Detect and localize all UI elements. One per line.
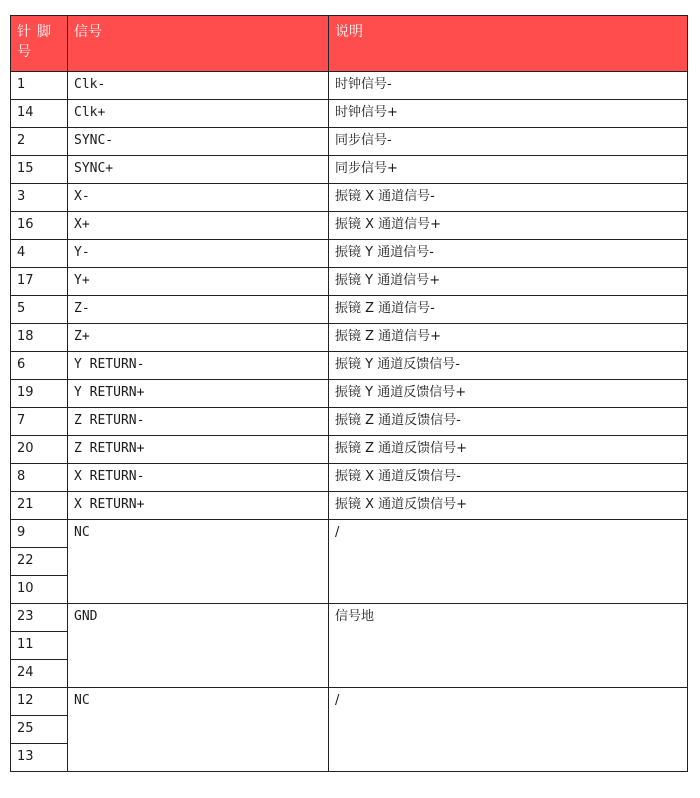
header-description: 说明 bbox=[329, 16, 688, 72]
description-cell: 振镜 X 通道反馈信号- bbox=[329, 464, 688, 492]
table-row bbox=[11, 184, 688, 212]
pin-cell: 15 bbox=[11, 156, 68, 184]
description-cell: 同步信号- bbox=[329, 128, 688, 156]
table-row bbox=[11, 72, 688, 100]
description-cell: / bbox=[329, 688, 688, 772]
signal-cell: Y RETURN- bbox=[68, 352, 329, 380]
pin-cell: 13 bbox=[11, 744, 68, 772]
pin-cell: 24 bbox=[11, 660, 68, 688]
table-row-group-start bbox=[11, 604, 688, 632]
description-cell: 振镜 Y 通道信号+ bbox=[329, 268, 688, 296]
pin-cell: 19 bbox=[11, 380, 68, 408]
signal-cell: GND bbox=[68, 604, 329, 688]
pin-cell: 10 bbox=[11, 576, 68, 604]
signal-cell: SYNC- bbox=[68, 128, 329, 156]
signal-cell: Clk+ bbox=[68, 100, 329, 128]
description-cell: 信号地 bbox=[329, 604, 688, 688]
signal-cell: X RETURN+ bbox=[68, 492, 329, 520]
table-row-group-start bbox=[11, 688, 688, 716]
pin-cell: 22 bbox=[11, 548, 68, 576]
header-pin: 针脚号 bbox=[11, 16, 68, 72]
table-row bbox=[11, 296, 688, 324]
signal-cell: X- bbox=[68, 184, 329, 212]
pin-cell: 5 bbox=[11, 296, 68, 324]
description-cell: 振镜 X 通道反馈信号+ bbox=[329, 492, 688, 520]
table-row bbox=[11, 408, 688, 436]
pin-cell: 2 bbox=[11, 128, 68, 156]
description-cell: 振镜 Z 通道反馈信号- bbox=[329, 408, 688, 436]
pin-cell: 12 bbox=[11, 688, 68, 716]
table-row bbox=[11, 128, 688, 156]
signal-cell: Z RETURN- bbox=[68, 408, 329, 436]
signal-cell: Z+ bbox=[68, 324, 329, 352]
table-header-row bbox=[11, 16, 688, 72]
pin-cell: 23 bbox=[11, 604, 68, 632]
table-row bbox=[11, 212, 688, 240]
table-row bbox=[11, 324, 688, 352]
description-cell: 同步信号+ bbox=[329, 156, 688, 184]
signal-cell: Z RETURN+ bbox=[68, 436, 329, 464]
description-cell: 振镜 Z 通道信号- bbox=[329, 296, 688, 324]
pin-cell: 18 bbox=[11, 324, 68, 352]
signal-cell: NC bbox=[68, 688, 329, 772]
table-row bbox=[11, 464, 688, 492]
description-cell: 振镜 X 通道信号+ bbox=[329, 212, 688, 240]
pin-cell: 16 bbox=[11, 212, 68, 240]
pin-definition-table bbox=[10, 15, 688, 772]
pin-cell: 4 bbox=[11, 240, 68, 268]
description-cell: 振镜 Z 通道反馈信号+ bbox=[329, 436, 688, 464]
signal-cell: X RETURN- bbox=[68, 464, 329, 492]
description-cell: 振镜 Y 通道信号- bbox=[329, 240, 688, 268]
table-row bbox=[11, 240, 688, 268]
description-cell: 振镜 Y 通道反馈信号+ bbox=[329, 380, 688, 408]
table-row bbox=[11, 380, 688, 408]
pin-cell: 11 bbox=[11, 632, 68, 660]
pin-cell: 9 bbox=[11, 520, 68, 548]
table-row-group-start bbox=[11, 520, 688, 548]
table-row bbox=[11, 100, 688, 128]
table-row bbox=[11, 436, 688, 464]
signal-cell: Y+ bbox=[68, 268, 329, 296]
table-row bbox=[11, 352, 688, 380]
description-cell: 振镜 Y 通道反馈信号- bbox=[329, 352, 688, 380]
table-row bbox=[11, 156, 688, 184]
header-signal: 信号 bbox=[68, 16, 329, 72]
signal-cell: Z- bbox=[68, 296, 329, 324]
pin-cell: 17 bbox=[11, 268, 68, 296]
description-cell: 时钟信号+ bbox=[329, 100, 688, 128]
pin-cell: 21 bbox=[11, 492, 68, 520]
description-cell: 振镜 Z 通道信号+ bbox=[329, 324, 688, 352]
pin-cell: 7 bbox=[11, 408, 68, 436]
pin-cell: 3 bbox=[11, 184, 68, 212]
description-cell: 振镜 X 通道信号- bbox=[329, 184, 688, 212]
signal-cell: X+ bbox=[68, 212, 329, 240]
pin-cell: 1 bbox=[11, 72, 68, 100]
signal-cell: NC bbox=[68, 520, 329, 604]
table-row bbox=[11, 268, 688, 296]
pin-cell: 25 bbox=[11, 716, 68, 744]
signal-cell: SYNC+ bbox=[68, 156, 329, 184]
pin-cell: 8 bbox=[11, 464, 68, 492]
pin-cell: 14 bbox=[11, 100, 68, 128]
pin-cell: 6 bbox=[11, 352, 68, 380]
signal-cell: Y- bbox=[68, 240, 329, 268]
pin-cell: 20 bbox=[11, 436, 68, 464]
table-row bbox=[11, 492, 688, 520]
signal-cell: Y RETURN+ bbox=[68, 380, 329, 408]
description-cell: / bbox=[329, 520, 688, 604]
description-cell: 时钟信号- bbox=[329, 72, 688, 100]
signal-cell: Clk- bbox=[68, 72, 329, 100]
